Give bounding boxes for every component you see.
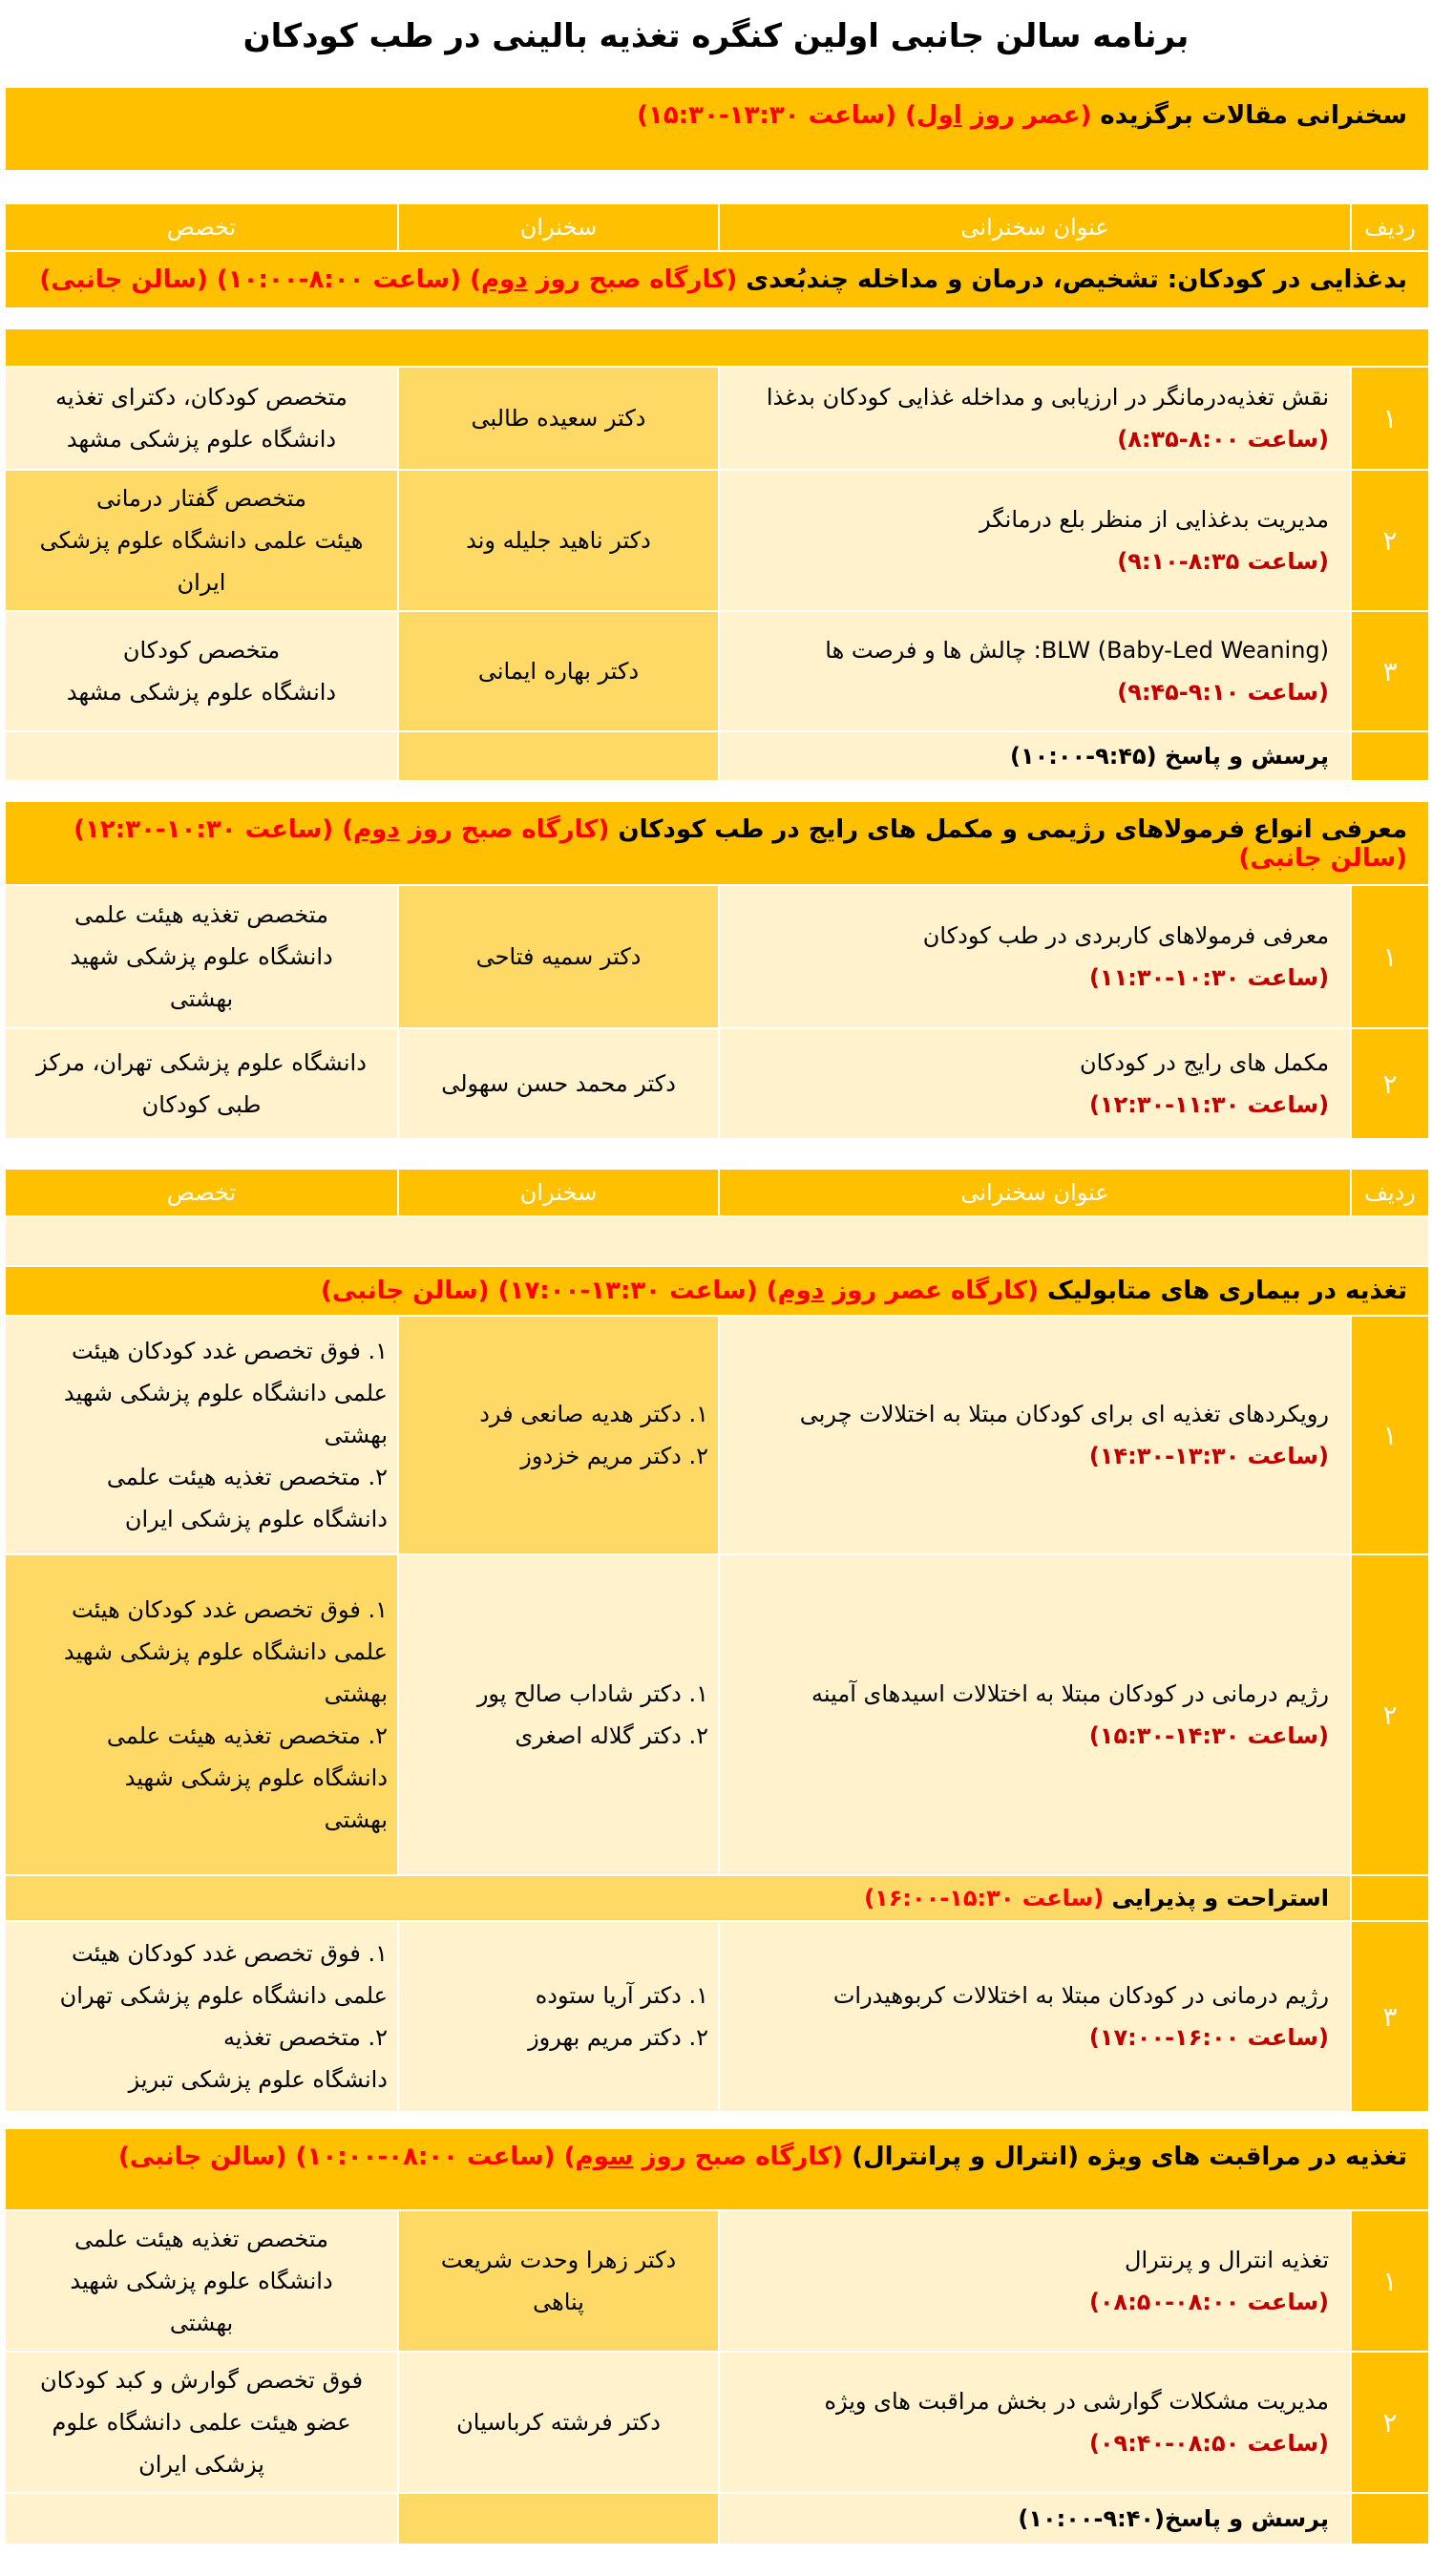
header-speaker: سخنران (398, 1169, 719, 1216)
section3-workshop: (کارگاه عصر روز دوم) (766, 1277, 1039, 1305)
break-text: استراحت و پذیرایی (ساعت ۱۵:۳۰-۱۶:۰۰) (5, 1875, 1351, 1921)
speaker: دکتر زهرا وحدت شریعت پناهی (398, 2210, 719, 2352)
talk-title: رژیم درمانی در کودکان مبتلا به اختلالات کربوهیدرات (ساعت ۱۶:۰۰-۱۷:۰۰) (719, 1921, 1351, 2112)
section0-label: سخنرانی مقالات برگزیده (1100, 101, 1407, 130)
talk-time: (ساعت ۰۸:۰۰-۰۸:۵۰) (1088, 2289, 1330, 2315)
specialty: ۱. فوق تخصص غدد کودکان هیئت علمی دانشگاه علوم پزشکی شهید بهشتی ۲. متخصص تغذیه هیئت علمی دانشگاه علوم پزشکی ایران (5, 1316, 398, 1554)
talk-title: تغذیه انترال و پرنترال (ساعت ۰۸:۰۰-۰۸:۵۰) (719, 2210, 1351, 2352)
section1-time: (ساعت ۸:۰۰-۱۰:۰۰) (216, 265, 462, 294)
break-row (5, 1875, 1429, 1921)
talk-title: رژیم درمانی در کودکان مبتلا به اختلالات اسیدهای آمینه (ساعت ۱۴:۳۰-۱۵:۳۰) (719, 1554, 1351, 1875)
table-row (5, 1316, 1429, 1554)
section3-hall: (سالن جانبی) (321, 1277, 490, 1305)
talk-time: (ساعت ۱۶:۰۰-۱۷:۰۰) (1088, 2024, 1329, 2051)
talk-title: BLW (Baby-Led Weaning): چالش ها و فرصت ها (ساعت ۹:۱۰-۹:۴۵) (719, 611, 1351, 731)
speaker: دکتر محمد حسن سهولی (398, 1028, 719, 1139)
qa-row (5, 2493, 1429, 2544)
speaker: دکتر سعیده طالبی (398, 367, 719, 470)
header-title: عنوان سخنرانی (719, 1169, 1351, 1216)
section1-body (4, 327, 1430, 782)
talk-title: نقش تغذیه‌درمانگر در ارزیابی و مداخله غذایی کودکان بدغذا (ساعت ۸:۰۰-۸:۳۵) (719, 367, 1351, 470)
header-row-num: ردیف (1351, 203, 1429, 251)
speaker: دکتر سمیه فتاحی (398, 885, 719, 1028)
talk-time: (ساعت ۰۸:۵۰-۰۹:۴۰) (1088, 2430, 1330, 2457)
speaker: دکتر ناهید جلیله وند (398, 470, 719, 611)
specialty: دانشگاه علوم پزشکی تهران، مرکز طبی کودکان (5, 1028, 398, 1139)
table-row (5, 367, 1429, 470)
talk-title: معرفی فرمولاهای کاربردی در طب کودکان (ساعت ۱۰:۳۰-۱۱:۳۰) (719, 885, 1351, 1028)
table-row (5, 885, 1429, 1028)
specialty: متخصص تغذیه هیئت علمی دانشگاه علوم پزشکی شهید بهشتی (5, 885, 398, 1028)
section0-time: (ساعت ۱۳:۳۰-۱۵:۳۰) (637, 101, 897, 130)
talk-time: (ساعت ۱۰:۳۰-۱۱:۳۰) (1088, 964, 1330, 991)
section1-workshop: (کارگاه صبح روز دوم) (470, 265, 738, 294)
row-number: ۲ (1351, 1028, 1429, 1139)
section3-header (5, 1266, 1429, 1316)
section2-header (5, 801, 1429, 885)
section3-spacer (5, 1216, 1429, 1266)
section4-header (5, 2128, 1429, 2210)
section2-table (4, 800, 1430, 1140)
table-row (5, 1028, 1429, 1139)
row-number: ۲ (1351, 1554, 1429, 1875)
row-number: ۳ (1351, 611, 1429, 731)
section0-table (4, 86, 1430, 172)
row-number: ۲ (1351, 2352, 1429, 2493)
header-title: عنوان سخنرانی (719, 203, 1351, 251)
qa-text: پرسش و پاسخ(۹:۴۰-۱۰:۰۰) (719, 2493, 1351, 2544)
section3-time: (ساعت ۱۳:۳۰-۱۷:۰۰) (497, 1277, 758, 1305)
row-number: ۱ (1351, 1316, 1429, 1554)
table-row (5, 470, 1429, 611)
section1-header (5, 251, 1429, 308)
talk-title: مدیریت مشکلات گوارشی در بخش مراقبت های ویژه (ساعت ۰۸:۵۰-۰۹:۴۰) (719, 2352, 1351, 2493)
table-row (5, 2352, 1429, 2493)
row-number: ۱ (1351, 2210, 1429, 2352)
talk-time: (ساعت ۱۳:۳۰-۱۴:۳۰) (1088, 1443, 1329, 1469)
table-row (5, 2210, 1429, 2352)
talk-title: مکمل های رایج در کودکان (ساعت ۱۱:۳۰-۱۲:۳۰) (719, 1028, 1351, 1139)
table-header-row (5, 1169, 1429, 1216)
speaker: دکتر فرشته کرباسیان (398, 2352, 719, 2493)
qa-row (5, 731, 1429, 781)
section1-hall: (سالن جانبی) (39, 265, 208, 294)
specialty: ۱. فوق تخصص غدد کودکان هیئت علمی دانشگاه علوم پزشکی تهران ۲. متخصص تغذیه دانشگاه علوم پزشکی تبریز (5, 1921, 398, 2112)
section2-label: معرفی انواع فرمولاهای رژیمی و مکمل های رایج در طب کودکان (618, 815, 1408, 844)
section4-time: (ساعت ۰۸:۰۰-۱۰:۰۰) (295, 2143, 556, 2171)
section4-hall: (سالن جانبی) (118, 2143, 287, 2171)
speakers: ۱. دکتر آریا ستوده ۲. دکتر مریم بهروز (398, 1921, 719, 2112)
header-speaker: سخنران (398, 203, 719, 251)
talk-time: (ساعت ۸:۳۵-۹:۱۰) (1117, 548, 1329, 575)
section4-table (4, 2127, 1430, 2545)
specialty: متخصص کودکان دانشگاه علوم پزشکی مشهد (5, 611, 398, 731)
page-title: برنامه سالن جانبی اولین کنگره تغذیه بالینی در طب کودکان (242, 17, 1190, 55)
table-row (5, 1554, 1429, 1875)
row-number: ۳ (1351, 1921, 1429, 2112)
section2-hall: (سالن جانبی) (1238, 844, 1408, 873)
speakers: ۱. دکتر هدیه صانعی فرد ۲. دکتر مریم خزدوز (398, 1316, 719, 1554)
section3-label: تغذیه در بیماری های متابولیک (1046, 1277, 1407, 1305)
section1-spacer (5, 328, 1429, 367)
specialty: ۱. فوق تخصص غدد کودکان هیئت علمی دانشگاه علوم پزشکی شهید بهشتی ۲. متخصص تغذیه هیئت علمی دانشگاه علوم پزشکی شهید بهشتی (5, 1554, 398, 1875)
talk-title: رویکردهای تغذیه ای برای کودکان مبتلا به اختلالات چربی (ساعت ۱۳:۳۰-۱۴:۳۰) (719, 1316, 1351, 1554)
header-specialty: تخصص (5, 1169, 398, 1216)
section1-table (4, 202, 1430, 309)
section4-workshop: (کارگاه صبح روز سوم) (563, 2143, 844, 2171)
row-number: ۱ (1351, 885, 1429, 1028)
section0-session: (عصر روز اول) (905, 101, 1092, 130)
header-specialty: تخصص (5, 203, 398, 251)
section3-table (4, 1168, 1430, 2113)
talk-time: (ساعت ۱۱:۳۰-۱۲:۳۰) (1088, 1091, 1330, 1118)
header-row-num: ردیف (1351, 1169, 1429, 1216)
talk-time: (ساعت ۸:۰۰-۸:۳۵) (1117, 426, 1329, 453)
talk-time: (ساعت ۱۴:۳۰-۱۵:۳۰) (1088, 1722, 1329, 1749)
row-number: ۲ (1351, 470, 1429, 611)
specialty: متخصص تغذیه هیئت علمی دانشگاه علوم پزشکی شهید بهشتی (5, 2210, 398, 2352)
section4-label: تغذیه در مراقبت های ویژه (انترال و پرانترال) (852, 2143, 1408, 2171)
specialty: متخصص کودکان، دکترای تغذیه دانشگاه علوم پزشکی مشهد (5, 367, 398, 470)
speaker: دکتر بهاره ایمانی (398, 611, 719, 731)
talk-title: مدیریت بدغذایی از منظر بلع درمانگر (ساعت ۸:۳۵-۹:۱۰) (719, 470, 1351, 611)
specialty: متخصص گفتار درمانی هیئت علمی دانشگاه علوم پزشکی ایران (5, 470, 398, 611)
table-row (5, 1921, 1429, 2112)
specialty: فوق تخصص گوارش و کبد کودکان عضو هیئت علمی دانشگاه علوم پزشکی ایران (5, 2352, 398, 2493)
section2-time: (ساعت ۱۰:۳۰-۱۲:۳۰) (74, 815, 334, 844)
qa-text: پرسش و پاسخ (۹:۴۵-۱۰:۰۰) (719, 731, 1351, 781)
section1-label: بدغذایی در کودکان: تشخیص، درمان و مداخله چندبُعدی (746, 265, 1407, 294)
section2-workshop: (کارگاه صبح روز دوم) (342, 815, 610, 844)
table-header-row (5, 203, 1429, 251)
table-row (5, 611, 1429, 731)
talk-time: (ساعت ۹:۱۰-۹:۴۵) (1117, 679, 1329, 706)
speakers: ۱. دکتر شاداب صالح پور ۲. دکتر گلاله اصغری (398, 1554, 719, 1875)
section0-header (5, 87, 1429, 171)
row-number: ۱ (1351, 367, 1429, 470)
